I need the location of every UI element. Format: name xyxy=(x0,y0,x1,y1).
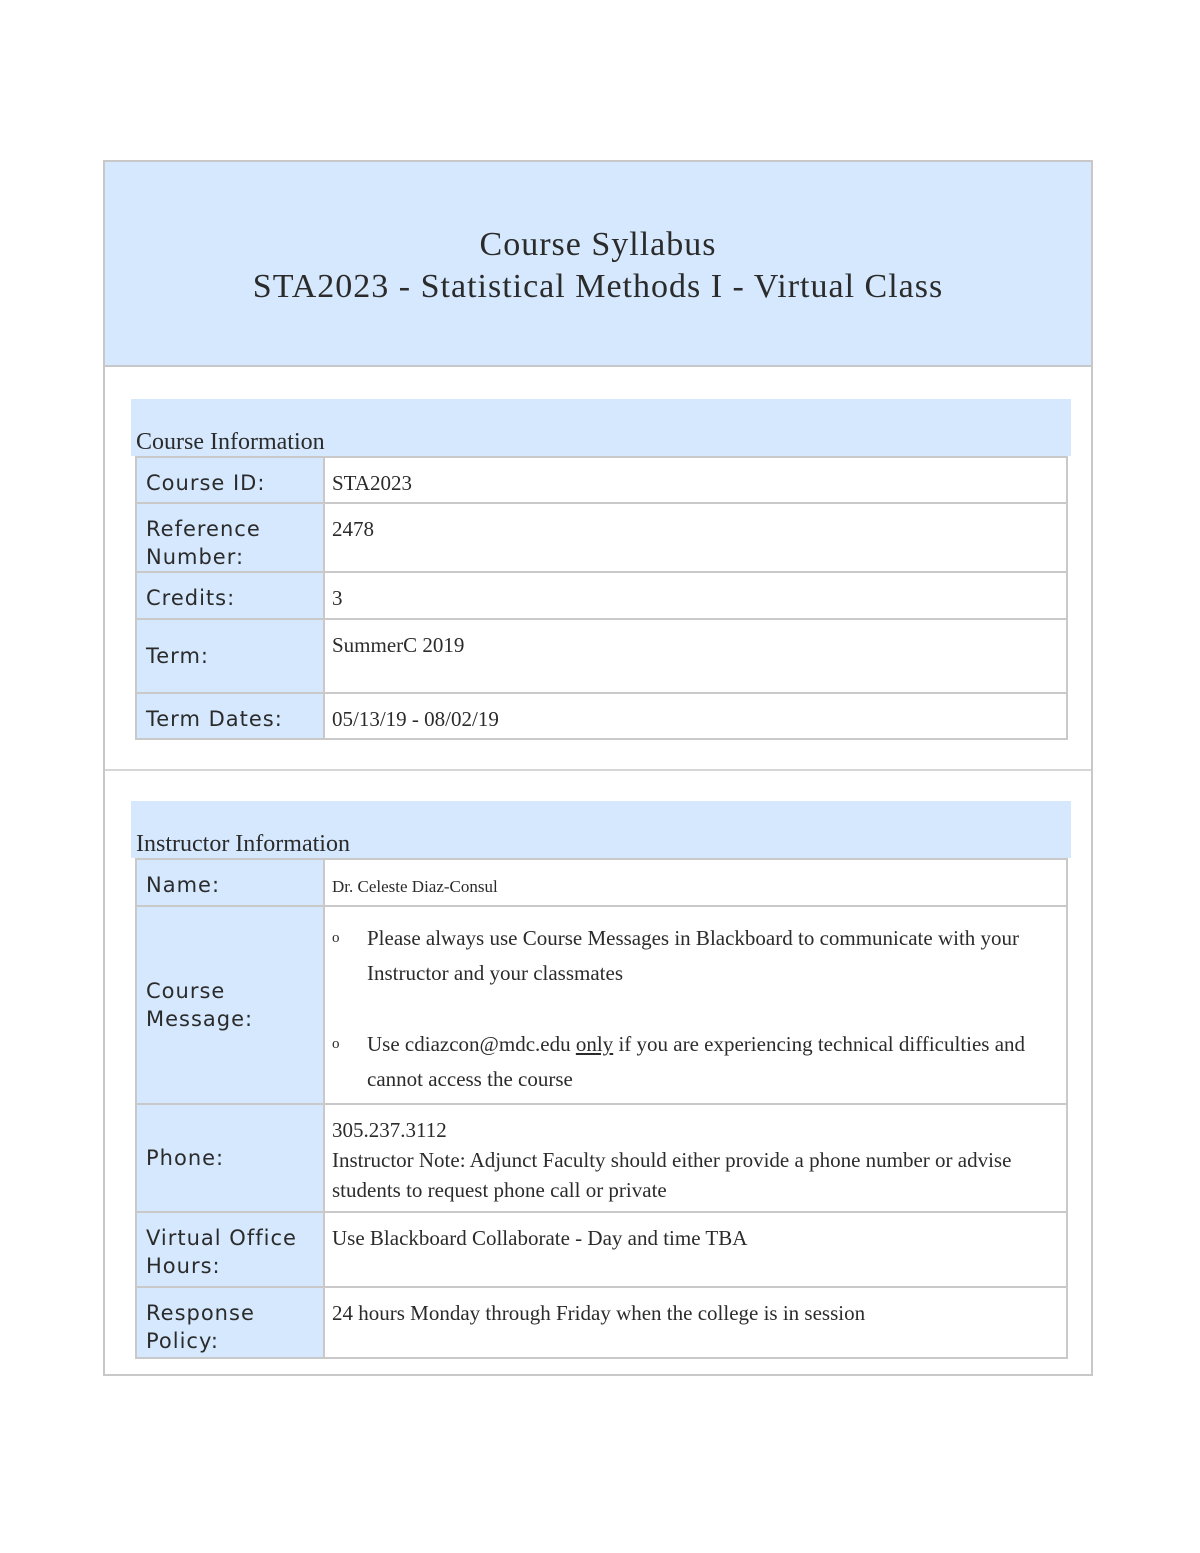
table-row xyxy=(136,1212,1067,1287)
phone-number: 305.237.3112 xyxy=(332,1118,447,1142)
course-id-label: Course ID: xyxy=(146,471,266,495)
table-row xyxy=(136,1287,1067,1358)
row-label-cell xyxy=(136,1212,324,1287)
page-title: Course Syllabus xyxy=(479,226,717,263)
section-heading: Course Information xyxy=(136,429,325,455)
credits-value: 3 xyxy=(332,586,343,610)
row-value-cell xyxy=(324,693,1067,739)
row-value-cell xyxy=(324,1104,1067,1212)
row-label-cell xyxy=(136,619,324,693)
course-information-header xyxy=(131,399,1071,456)
row-label-cell xyxy=(136,859,324,906)
syllabus-container xyxy=(103,160,1093,1376)
table-row xyxy=(136,457,1067,503)
list-item xyxy=(332,1027,1056,1097)
section-heading: Instructor Information xyxy=(136,831,350,857)
title-band xyxy=(105,162,1091,367)
phone-label: Phone: xyxy=(146,1146,225,1170)
row-value-cell xyxy=(324,457,1067,503)
row-label-cell xyxy=(136,1287,324,1358)
credits-label: Credits: xyxy=(146,586,236,610)
term-dates-value: 05/13/19 - 08/02/19 xyxy=(332,707,499,731)
instructor-information-section xyxy=(131,801,1071,1359)
message-text: Please always use Course Messages in Blackboard to communicate with your Instructor and your classmates xyxy=(367,926,1020,985)
message-text-end: if you are experiencing technical difficulties and cannot access the course xyxy=(367,1032,1026,1091)
bullet-icon: o xyxy=(332,930,340,946)
table-row xyxy=(136,906,1067,1104)
course-information-section xyxy=(131,399,1071,740)
table-row xyxy=(136,619,1067,693)
row-value-cell xyxy=(324,503,1067,572)
row-label-cell xyxy=(136,457,324,503)
row-value-cell xyxy=(324,1287,1067,1358)
instructor-information-header xyxy=(131,801,1071,858)
response-policy-value: 24 hours Monday through Friday when the college is in session xyxy=(332,1301,866,1325)
course-message-label: Course Message: xyxy=(146,979,254,1031)
term-dates-label: Term Dates: xyxy=(146,707,283,731)
phone-content xyxy=(325,1105,1066,1211)
row-value-cell xyxy=(324,1212,1067,1287)
response-policy-label: Response Policy: xyxy=(146,1301,255,1353)
row-value-cell xyxy=(324,906,1067,1104)
term-value: SummerC 2019 xyxy=(332,633,465,657)
course-subtitle: STA2023 - Statistical Methods I - Virtual Class xyxy=(252,268,944,305)
row-label-cell xyxy=(136,1104,324,1212)
section-divider xyxy=(105,769,1091,771)
table-row xyxy=(136,572,1067,619)
table-row xyxy=(136,693,1067,739)
course-information-table xyxy=(135,456,1068,740)
emphasis-only: only xyxy=(575,1032,614,1056)
phone-note: Instructor Note: Adjunct Faculty should either provide a phone number or advise students to request phone call or private xyxy=(332,1148,1012,1202)
name-label: Name: xyxy=(146,873,221,897)
table-row xyxy=(136,859,1067,906)
list-item xyxy=(332,921,1056,991)
office-hours-label: Virtual Office Hours: xyxy=(146,1226,297,1278)
row-label-cell xyxy=(136,503,324,572)
table-row xyxy=(136,503,1067,572)
reference-number-value: 2478 xyxy=(332,517,374,541)
course-message-list xyxy=(325,907,1066,1103)
row-value-cell xyxy=(324,619,1067,693)
office-hours-value: Use Blackboard Collaborate - Day and time TBA xyxy=(332,1226,748,1250)
term-label: Term: xyxy=(146,644,209,668)
reference-number-label: Reference Number: xyxy=(146,517,261,569)
instructor-information-table xyxy=(135,858,1068,1359)
table-row xyxy=(136,1104,1067,1212)
row-label-cell xyxy=(136,906,324,1104)
row-label-cell xyxy=(136,572,324,619)
instructor-name: Dr. Celeste Diaz-Consul xyxy=(332,877,498,896)
row-label-cell xyxy=(136,693,324,739)
bullet-icon: o xyxy=(332,1036,340,1052)
course-id-value: STA2023 xyxy=(332,471,412,495)
row-value-cell xyxy=(324,572,1067,619)
row-value-cell xyxy=(324,859,1067,906)
message-text-start: Use cdiazcon@mdc.edu xyxy=(367,1032,576,1056)
